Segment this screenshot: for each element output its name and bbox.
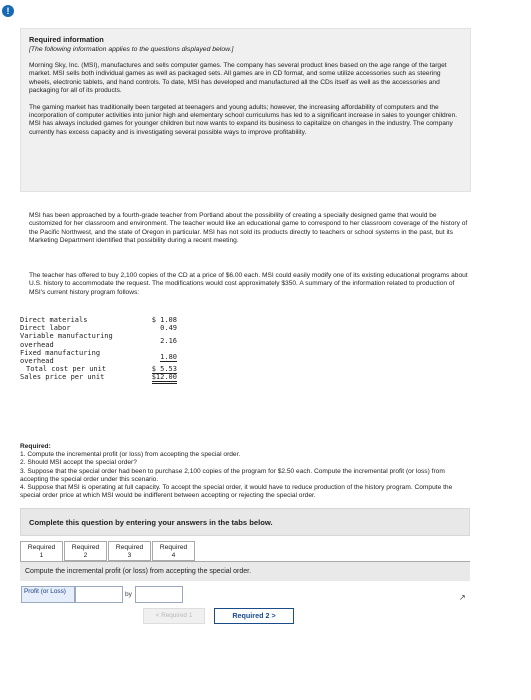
cost-table [20,316,177,382]
table-row [20,332,177,348]
cost-value-text: $12.00 [152,373,177,384]
tab-required-4[interactable] [152,541,195,561]
tab-required-3[interactable] [108,541,151,561]
complete-instruction-box [20,508,470,536]
body-paragraph-1: MSI has been approached by a fourth-grade teacher from Portland about the possibility of creating a specially designed game that would be customized for her classroom and environment. The teacher would like an educational game to correspond to her classroom coverage of the history of the Pacific Northwest, and the state of Oregon in particular. MSI has not sold its products directly to teachers or school systems in the past, but its Marketing Department identified that possibility during a recent meeting. [29,212,468,245]
next-required-button[interactable]: Required 2 > [214,608,294,624]
mouse-cursor-icon: ↗ [459,593,466,602]
info-paragraph-2: The gaming market has traditionally been targeted at teenagers and young adults; however, the increasing affordability of computers and the incorporation of computer activities into junior high and elementary school curriculums has led to a significant increase in sales to younger children. MSI has always included games for younger children but now wants to expand its business to capitalize on changes in the industry. The company currently has excess capacity and is investigating several possible ways to improve profitability. [29,103,458,136]
profit-amount-input[interactable] [75,586,123,603]
required-title: Required: [20,443,51,450]
cost-value: $ 1.08 [151,316,177,324]
task-instruction-bar [20,561,470,581]
body-paragraph-2: The teacher has offered to buy 2,100 copies of the CD at a price of $6.00 each. MSI could easily modify one of its existing educational programs about U.S. history to accommodate the request. The modifications would cost approximately $350. A summary of the information related to production of MSI's current history program follows: [29,272,468,296]
table-row [20,349,177,365]
cost-label: Direct materials [20,316,88,324]
cost-label-line: Fixed manufacturing [20,348,101,357]
table-row [20,316,177,324]
cost-label: Total cost per unit [26,365,107,374]
required-information-box [20,28,471,192]
tab-number: 2 [83,552,88,559]
cost-value [141,373,177,381]
question-1: 1. Compute the incremental profit (or loss) from accepting the special order. [20,451,241,459]
cost-label-line: Variable manufacturing [20,332,113,341]
by-label: by [125,591,132,598]
table-row [20,365,177,373]
complete-instruction: Complete this question by entering your answers in the tabs below. [29,518,273,527]
tab-bar [20,541,196,561]
table-row [20,373,177,381]
cost-label-line: overhead [20,340,54,349]
tab-label: Required [159,544,188,551]
cost-value: 0.49 [160,324,177,333]
task-instruction: Compute the incremental profit (or loss) from accepting the special order. [25,568,252,575]
cost-label [20,332,141,348]
previous-required-button[interactable]: < Required 1 [143,608,205,624]
tab-label: Required [27,544,56,551]
cost-label: Sales price per unit [20,373,105,382]
tab-number: 4 [171,552,176,559]
cost-label [20,349,141,365]
by-amount-input[interactable] [135,586,183,603]
cost-value-text: 1.80 [160,352,177,361]
question-2: 2. Should MSI accept the special order? [20,459,137,467]
info-title: Required information [29,35,104,44]
question-4: 4. Suppose that MSI is operating at full capacity. To accept the special order, it would have to reduce production of the history program. Compute the special order price at which MSI would be indifferent between accepting or rejecting the special order. [20,484,453,500]
cost-value-text: $ 5.53 [151,365,177,374]
info-paragraph-1: Morning Sky, Inc. (MSI), manufactures and sells computer games. The company has several product lines based on the age range of the target market. MSI sells both individual games as well as packaged sets. All games are in CD format, and some utilize accessories such as steering wheels, electronic tablets, and hand controls. To date, MSI has developed and manufactured all the CDs itself as well as the accessories and packaging for all of its products. [29,62,447,95]
cost-label-line: overhead [20,357,54,366]
tab-required-1[interactable] [20,541,63,561]
cost-value [141,349,177,365]
info-subtitle: [The following information applies to the questions displayed below.] [29,46,234,53]
tab-number: 3 [127,552,132,559]
cost-label: Direct labor [20,324,71,333]
tab-number: 1 [39,552,44,559]
alert-icon: ! [2,5,14,17]
required-questions [20,443,470,500]
tab-label: Required [71,544,100,551]
question-3: 3. Suppose that the special order had been to purchase 2,100 copies of the program for $2.50 each. Compute the incremental profit (or loss) from accepting the special order under this scenario. [20,467,445,483]
tab-label: Required [115,544,144,551]
profit-or-loss-label: Profit (or Loss) [21,586,75,603]
table-row [20,324,177,332]
tab-required-2[interactable] [64,541,107,561]
cost-value: 2.16 [160,336,177,345]
cost-value [141,365,177,373]
